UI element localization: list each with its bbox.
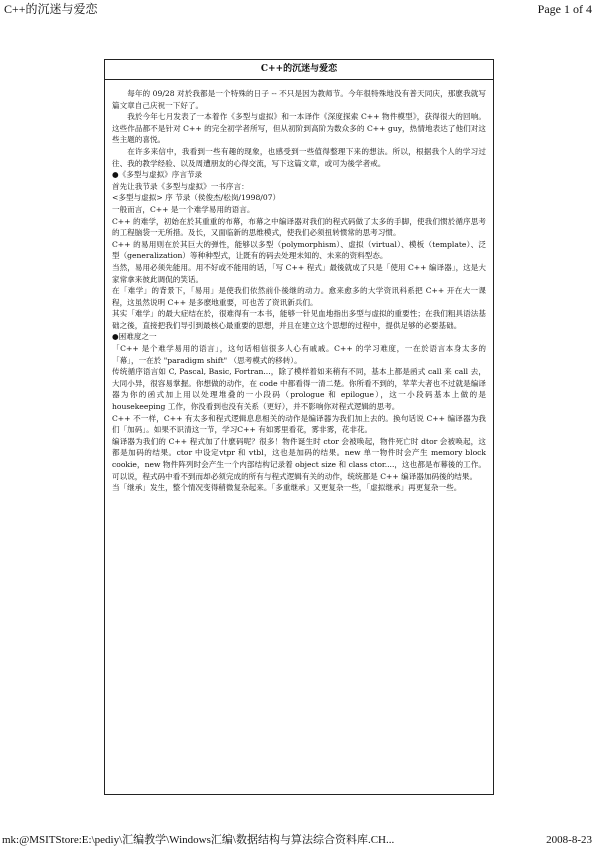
page-footer — [0, 832, 600, 848]
paragraph-books: 我於今年七月发表了一本着作《多型与虚拟》和一本译作《深度探索 C++ 物件模型》，获得很大的回响。这些作品都不是针对 C++ 的完全初学者所写，但从初阶到高阶为数众多的 C++ guy，热情地表达了他们对这些主题的喜悦。 — [112, 112, 486, 145]
paragraph: 当然，易用必须先能用。用不好或不能用的话，「写 C++ 程式」最後就成了只是「使用 C++ 编译器」，这是大家常拿来彼此调侃的笑话。 — [112, 262, 486, 284]
paragraph: 当「继承」发生，整个情况变得稍微复杂起来。「多重继承」又更复杂一些，「虚拟继承」再更复杂一些。 — [112, 483, 462, 493]
paragraph: 在「难学」的背景下，「易用」是使我们依然前仆後继的动力。愈来愈多的大学资讯科系把 C++ 开在大一课程，这虽然说明 C++ 是多麽地重要，可也苦了资讯新兵们。 — [112, 286, 486, 307]
paragraph: 其实「难学」的最大症结在於，很难得有一本书，能够一针见血地指出多型与虚拟的重要性；在我们粗具语法基础之後，直接把我们导引到最核心最重要的思想，并且在建立这个思想的过程中，提供足够的必要基础。 — [112, 309, 486, 330]
paragraph: <多型与虚拟> 序 节录（侯俊杰/松岗/1998/07） — [112, 193, 281, 203]
paragraph: C++ 不一样，C++ 有太多和程式逻辑息息相关的动作是编译器为我们加上去的。换句话说 C++ 编译器为我们「加码」。如果不识清这一节，学习C++ 有如雾里看花，雾非雾，花非花。 — [112, 413, 486, 435]
paragraph: C++ 的易用则在於其巨大的弹性，能够以多型（polymorphism）、虚拟（virtual）、模板（template）、泛型（generalization）等种种型式，让既有的码去处理未知的、未来的资料型态。 — [112, 239, 486, 261]
paragraph: 编译器为我们的 C++ 程式加了什麽码呢？很多！物件诞生时 ctor 会被唤起，物件死亡时 dtor 会被唤起，这都是加码的结果。ctor 中设定vtpr 和 vtbl，这也是加码的结果。new 单一物件时会产生 memory block cookie，new 物件阵列时会产生一个内部结构记录着 object size 和 class ctor....，这也都是布幕後的工作。可以说，程式码中看不到而却必须完成的所有与程式逻辑有关的动作，统统都是 C++ 编译器加码後的结果。 — [112, 436, 486, 481]
section-heading-preface: ●《多型与虚拟》序言节录 — [112, 170, 203, 180]
page-header — [0, 0, 600, 16]
document-body — [105, 80, 493, 494]
paragraph: 首先让我节录《多型与虚拟》一书序言： — [112, 181, 249, 191]
footer-date: 2008-8-23 — [546, 834, 592, 846]
paragraph-intro: 每年的 09/28 对於我都是一个特殊的日子 -- 不只是因为教师节。今年很特殊地没有普天同庆，那麽我就写篇文章自己庆祝一下好了。 — [112, 89, 486, 110]
paragraph: 传统循序语言如 C, Pascal, Basic, Fortran...，除了模样着如来稍有不同，基本上都是函式 call 来 call 去，大同小异，很容易掌握。你想做的动作，在 code 中都看得一清二楚。你所看不到的，苹苹大者也不过就是编译器为你的函式加上用以处理堆叠的一小段码（prologue 和 epilogue），这一小段码基本上做的是 housekeeping 工作，你没看到也没有关系（更好），并不影响你对程式逻辑的思考。 — [112, 367, 486, 412]
page-number: Page 1 of 4 — [537, 2, 592, 16]
document-title: C++的沉迷与爱恋 — [105, 60, 493, 80]
paragraph: 「C++ 是个难学易用的语言」，这句话相信很多人心有戚戚。C++ 的学习难度，一在於语言本身太多的「幕」，一在於 "paradigm shift" （思考模式的移转）。 — [112, 344, 486, 365]
header-title: C++的沉迷与爱恋 — [4, 2, 98, 16]
paragraph: 一般而言，C++ 是一个难学易用的语言。 — [112, 204, 255, 214]
paragraph-letters: 在许多来信中，我看到一些有趣的现象，也感受到一些值得整理下来的想法。所以，根据我个人的学习过往、我的教学经验、以及周遭朋友的心得交流，写下这篇文章，或可为後学者戒。 — [112, 146, 486, 168]
footer-path: mk:@MSITStore:E:\pediy\汇编教学\Windows汇编\数据结构与算法综合资料库.CH... — [2, 834, 395, 846]
section-heading-difficulty: ●困难度之一 — [112, 332, 157, 342]
document-frame — [104, 59, 494, 795]
paragraph: C++ 的难学，初始在於其重重的布幕，布幕之中编译器对我们的程式码做了太多的手脚，使我们惯於循序思考的工程脑袋一无所措。及长，又面临新的思维模式，使我们必须扭转惯常的思考习惯。 — [112, 216, 486, 238]
